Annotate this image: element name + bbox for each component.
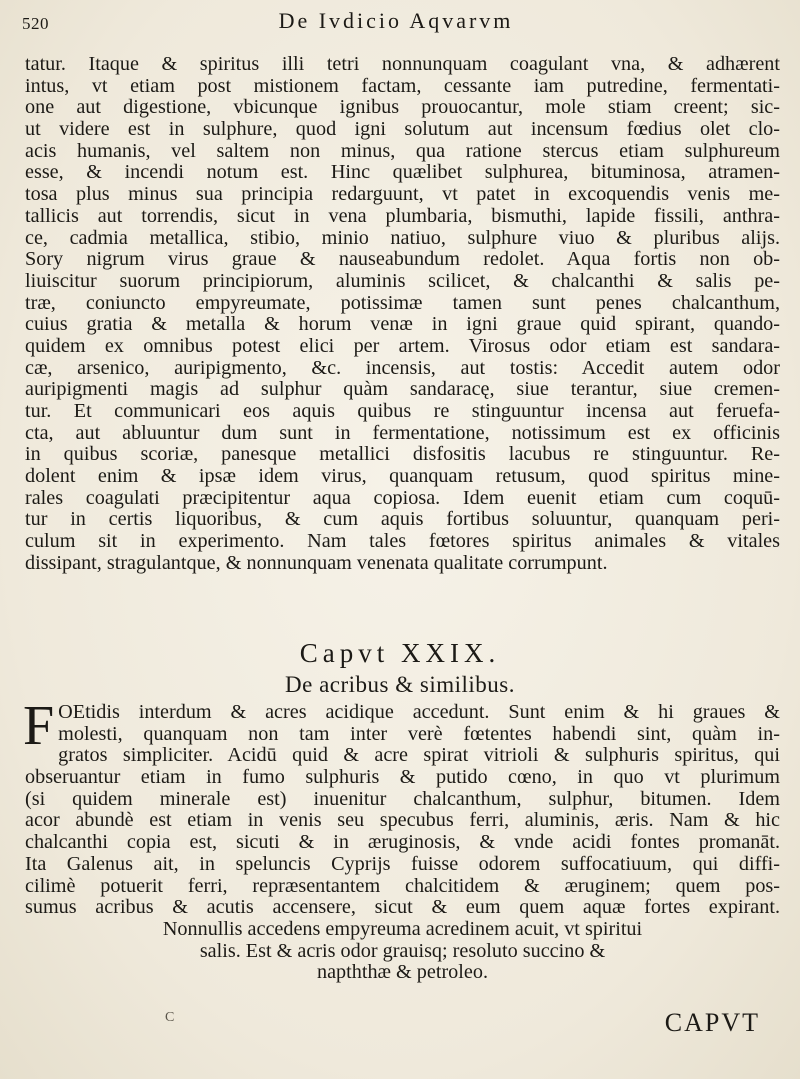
text-line: gratos simpliciter. Acidū quid & acre spirat vitrioli & sulphuris spiritus, qui	[58, 745, 780, 767]
running-head	[22, 6, 770, 40]
text-line: chalcanthi copia est, sicuti & in æruginosis, & vnde acidi fontes promanāt.	[25, 832, 780, 854]
text-line: OEtidis interdum & acres acidique accedunt. Sunt enim & hi graues &	[58, 702, 780, 723]
text-line: in quibus scoriæ, panesque metallici disfositis lacubus re stinguuntur. Re-	[25, 444, 780, 466]
text-line: cæ, arsenico, auripigmento, &c. incensis, aut tostis: Accedit autem odor	[25, 357, 780, 379]
text-line: ut videre est in sulphure, quod igni solutum aut incensum fœdius olet clo-	[25, 119, 780, 141]
text-line: cuius gratia & metalla & horum venæ in igni graue quid spirant, quando-	[25, 314, 780, 336]
text-line: ce, cadmia metallica, stibio, minio natiuo, sulphure viuo & pluribus alijs.	[25, 227, 780, 249]
catchword: CAPVT	[664, 1008, 760, 1037]
text-line: acor abundè est etiam in venis seu specubus ferri, aluminis, æris. Nam & hic	[25, 810, 780, 832]
page-number: 520	[22, 14, 49, 33]
text-line: salis. Est & acris odor grauisq; resoluto succino &	[199, 939, 606, 962]
chapter-subtitle: De acribus & similibus.	[285, 672, 515, 697]
text-line: intus, vt etiam post mistionem factam, cessante iam putredine, fermentati-	[25, 75, 780, 97]
text-line: tatur. Itaque & spiritus illi tetri nonnunquam coagulant vna, & adhærent	[25, 54, 780, 75]
text-line: rales coagulati præcipitentur aqua copiosa. Idem euenit etiam cum coquū-	[25, 487, 780, 509]
text-line: obseruantur etiam in fumo sulphuris & putido cœno, in quo vt plurimum	[25, 767, 780, 789]
text-line: træ, coniuncto empyreumate, potissimæ tamen sunt penes chalcanthum,	[25, 292, 780, 314]
text-line: quidem ex omnibus potest elici per artem. Virosus odor etiam est sandara-	[25, 335, 780, 357]
text-line: cta, aut abluuntur dum sunt in fermentatione, notissimum est ex officinis	[25, 422, 780, 444]
paragraph-1	[25, 54, 780, 575]
text-line: culum sit in experimento. Nam tales fœtores spiritus animales & vitales	[25, 531, 780, 553]
text-line: dissipant, stragulantque, & nonnunquam venenata qualitate corrumpunt.	[25, 552, 608, 574]
text-line: auripigmenti magis ad sulphur quàm sandaracę, siue terantur, siue cremen-	[25, 379, 780, 401]
text-line: acis humanis, vel saltem non minus, qua ratione stercus etiam sulphureum	[25, 140, 780, 162]
text-line: Ita Galenus ait, in speluncis Cyprijs fuisse odorem suffocatiuum, qui diffi-	[25, 853, 780, 875]
text-line: tosa plus minus sua principia redarguunt, vt patet in excoquendis venis me-	[25, 184, 780, 206]
text-line: cilimè potuerit ferri, repræsentantem chalcitidem & æruginem; quem pos-	[25, 875, 780, 897]
text-line: napththæ & petroleo.	[316, 961, 488, 984]
text-line: esse, & incendi notum est. Hinc quælibet sulphurea, bituminosa, atramen-	[25, 162, 780, 184]
paragraph-2	[23, 695, 780, 984]
chapter-heading: Capvt XXIX.	[299, 638, 501, 668]
text-line: tallicis aut torrendis, sicut in vena plumbaria, bismuthi, lapide fissili, anthra-	[25, 205, 780, 227]
text-line: tur in certis liquoribus, & cum aquis fortibus soluuntur, quanquam peri-	[25, 509, 780, 531]
running-title: De Ivdicio Aqvarvm	[278, 8, 514, 33]
text-line: one aut digestione, vbicunque ignibus prouocantur, mole stiam creent; sic-	[25, 97, 780, 119]
text-line: Nonnullis accedens empyreuma acredinem acuit, vt spiritui	[162, 917, 643, 940]
text-line: liuiscitur suorum principiorum, aluminis scilicet, & chalcanthi & salis pe-	[25, 270, 780, 292]
signature-mark: C	[165, 1010, 175, 1025]
text-line: dolent enim & ipsæ idem virus, quanquam retusum, quod spiritus mine-	[25, 466, 780, 488]
text-line: sumus acribus & acutis accensere, sicut & eum quem aquæ fortes expirant.	[25, 897, 780, 919]
text-line: molesti, quanquam non tam inter verè fœtentes habendi sint, quàm in-	[58, 723, 780, 745]
text-line: tur. Et communicari eos aquis quibus re stinguuntur incensa aut feruefa-	[25, 401, 780, 422]
text-line: Sory nigrum virus graue & nauseabundum redolet. Aqua fortis non ob-	[25, 249, 780, 271]
text-line: (si quidem minerale est) inuenitur chalcanthum, sulphur, bitumen. Idem	[25, 788, 780, 810]
drop-cap: F	[23, 695, 55, 757]
